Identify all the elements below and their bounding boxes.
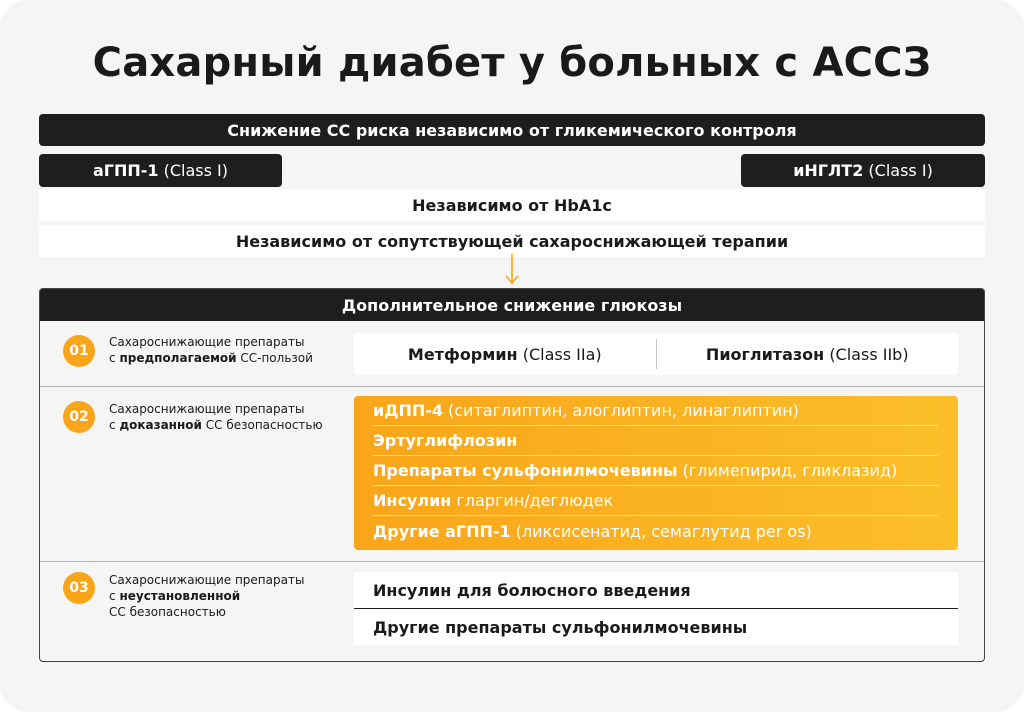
drug-detail: гларгин/деглюдек [456,491,614,510]
drug-name: Метформин [407,344,518,364]
drug-item [373,396,938,426]
drug-detail: (ликсисенатид, семаглутид per os) [515,521,812,541]
glp1-tag [39,154,282,187]
drug-name: Пиоглитазон [705,344,825,364]
drug-name: Инсулин для болюсного введения [373,580,691,600]
desc-line: Сахароснижающие препараты [109,573,305,587]
desc-emphasis: доказанной [119,418,202,432]
section-header-label: Дополнительное снижение глюкозы [341,295,683,315]
hba1c-bar [39,189,985,221]
proven-safety-drugs-box [354,396,958,550]
sglt2-tag-name: иНГЛТ2 [793,161,864,180]
drug-name: Препараты сульфонилмочевины [373,461,678,480]
drug-name: Другие аГПП-1 [373,521,511,541]
glp1-tag-name: аГПП-1 [92,161,159,180]
glucose-lowering-section [39,288,985,662]
desc-line [109,588,339,604]
desc-emphasis: неустановленной [119,589,241,603]
desc-line: Сахароснижающие препараты [109,402,305,416]
desc-line [109,350,339,366]
drug-name: Другие препараты сульфонилмочевины [373,617,748,637]
row-divider [40,386,984,387]
desc-line [109,417,339,433]
row-description [109,334,339,366]
row-number-badge: 02 [63,401,95,433]
row-drugs-box [354,333,958,375]
sglt2-tag-class: (Class I) [868,161,933,180]
drug-name: Эртуглифлозин [373,431,518,450]
arrow-down-icon [503,252,521,286]
row-number-badge: 01 [63,335,95,367]
desc-emphasis: предполагаемой [119,351,237,365]
drug-name: иДПП-4 [373,401,444,420]
row-description [109,572,339,620]
sglt2-tag [741,154,985,187]
drug-item [373,456,938,486]
row-description [109,401,339,433]
desc-text: СС-пользой [240,351,313,365]
therapy-label: Независимо от сопутствующей сахароснижающей терапии [235,231,789,251]
drug-item [354,609,958,645]
row-divider [40,561,984,562]
drug-detail: (Class IIb) [829,344,909,364]
hba1c-label: Независимо от HbA1c [412,195,612,215]
drug-detail: (Class IIa) [522,344,602,364]
risk-reduction-bar [39,114,985,146]
drug-item [373,426,938,456]
drug-name: Инсулин [373,491,452,510]
desc-text: с [109,418,116,432]
desc-line: Сахароснижающие препараты [109,335,305,349]
drug-item [373,516,938,546]
section-header [40,289,984,321]
drug-item [373,486,938,516]
desc-text: СС безопасностью [205,418,323,432]
drug-item [657,333,959,375]
drug-detail: (ситаглиптин, алоглиптин, линаглиптин) [448,401,799,420]
page-title: Сахарный диабет у больных с АССЗ [92,40,932,86]
glp1-tag-class: (Class I) [163,161,229,180]
drug-detail: (глимепирид, гликлазид) [682,461,898,480]
row-number-badge: 03 [63,572,95,604]
desc-text: с [109,351,116,365]
risk-reduction-label: Снижение СС риска независимо от гликемического контроля [227,120,797,140]
drug-item [354,333,656,375]
desc-line: СС безопасностью [109,605,226,619]
desc-text: с [109,589,116,603]
drug-item [354,572,958,608]
